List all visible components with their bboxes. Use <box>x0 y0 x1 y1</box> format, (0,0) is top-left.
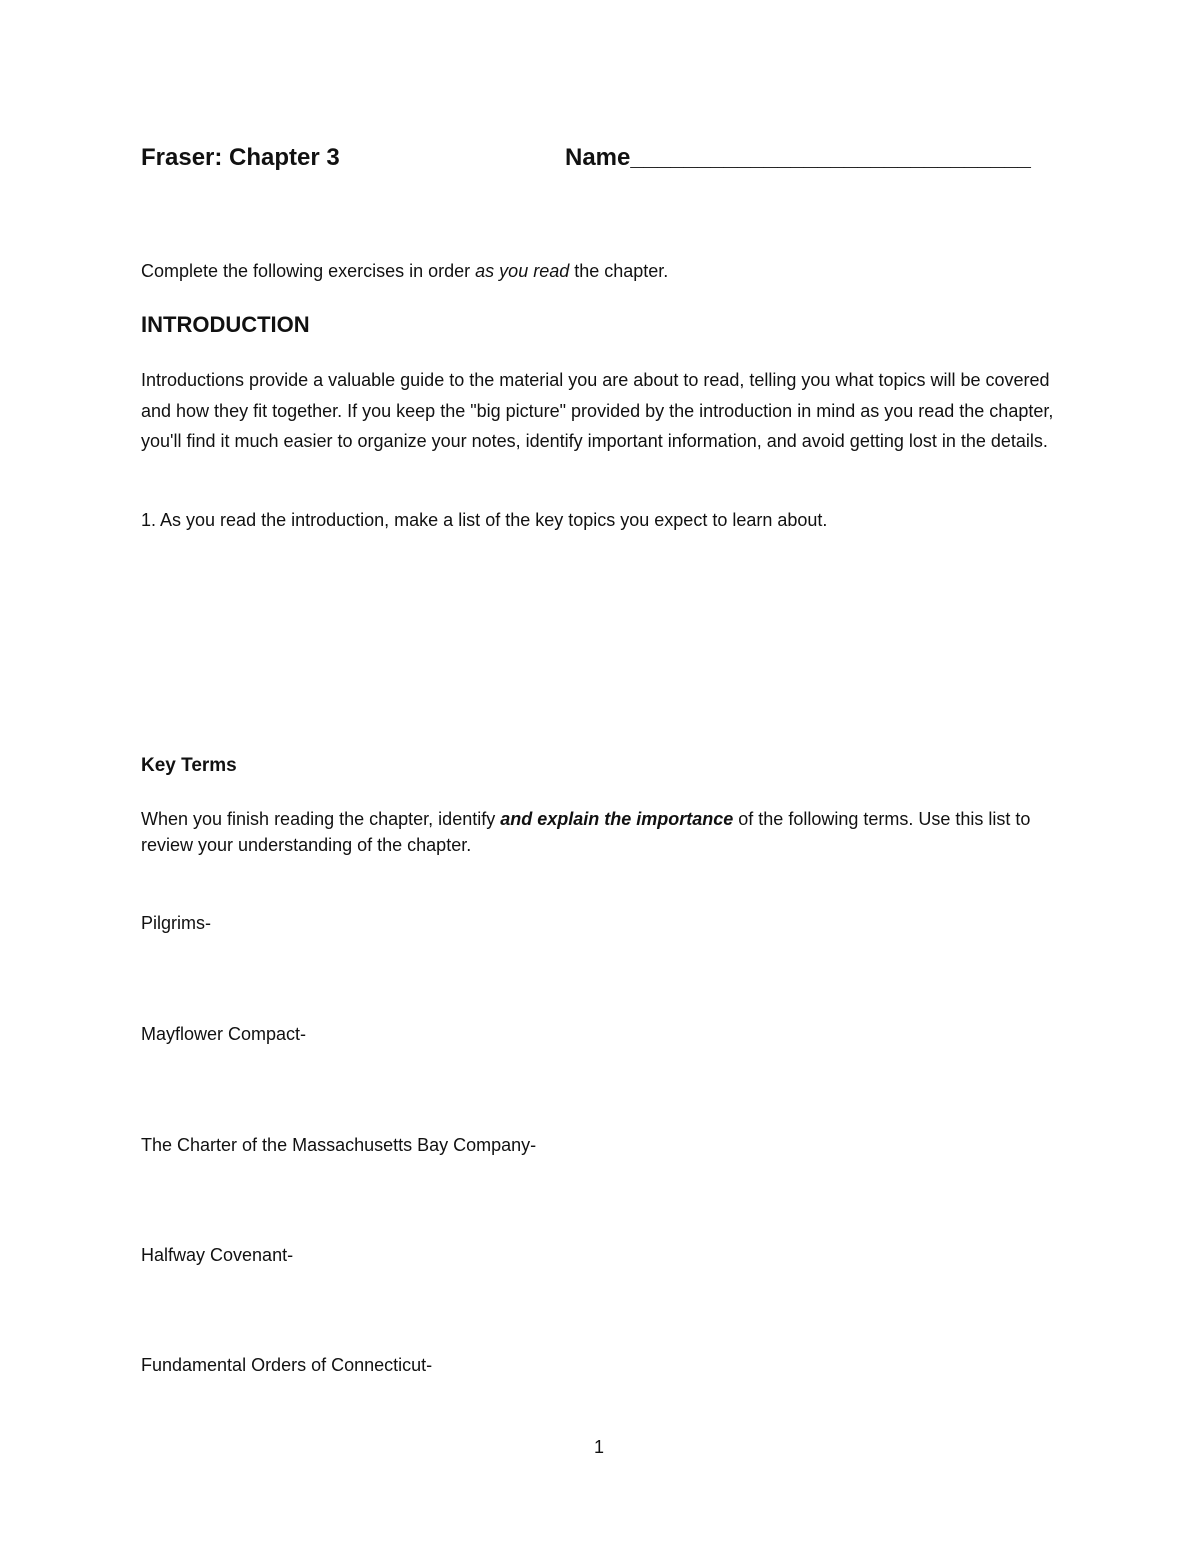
instructions-text-after: the chapter. <box>569 261 669 281</box>
name-field-label: Name______________________________ <box>565 144 1031 171</box>
key-terms-intro-after: of the following terms. Use this list to review your understanding of the chapter. <box>141 809 1031 855</box>
term-item: Halfway Covenant- <box>141 1245 294 1265</box>
key-terms-intro <box>141 806 1051 858</box>
key-terms-heading: Key Terms <box>141 755 237 776</box>
term-item: Mayflower Compact- <box>141 1024 307 1044</box>
instructions-line <box>141 256 668 287</box>
instructions-text-before: Complete the following exercises in order <box>141 261 476 281</box>
chapter-title: Fraser: Chapter 3 <box>141 144 340 171</box>
key-terms-intro-before: When you finish reading the chapter, identify <box>141 809 501 829</box>
introduction-heading: INTRODUCTION <box>141 312 310 337</box>
term-item: The Charter of the Massachusetts Bay Company- <box>141 1135 537 1155</box>
question-1: 1. As you read the introduction, make a list of the key topics you expect to learn about. <box>141 510 828 530</box>
term-item: Pilgrims- <box>141 913 211 933</box>
page-number: 1 <box>594 1437 605 1457</box>
key-terms-intro-emphasis: and explain the importance <box>500 809 734 829</box>
instructions-emphasis: as you read <box>475 261 570 281</box>
introduction-paragraph: Introductions provide a valuable guide to the material you are about to read, telling you what topics will be covered and how they fit together. If you keep the "big picture" provided by the introduction in mind as you read the chapter, you'll find it much easier to organize your notes, identify important information, and avoid getting lost in the details. <box>141 370 1054 451</box>
term-item: Fundamental Orders of Connecticut- <box>141 1355 433 1375</box>
